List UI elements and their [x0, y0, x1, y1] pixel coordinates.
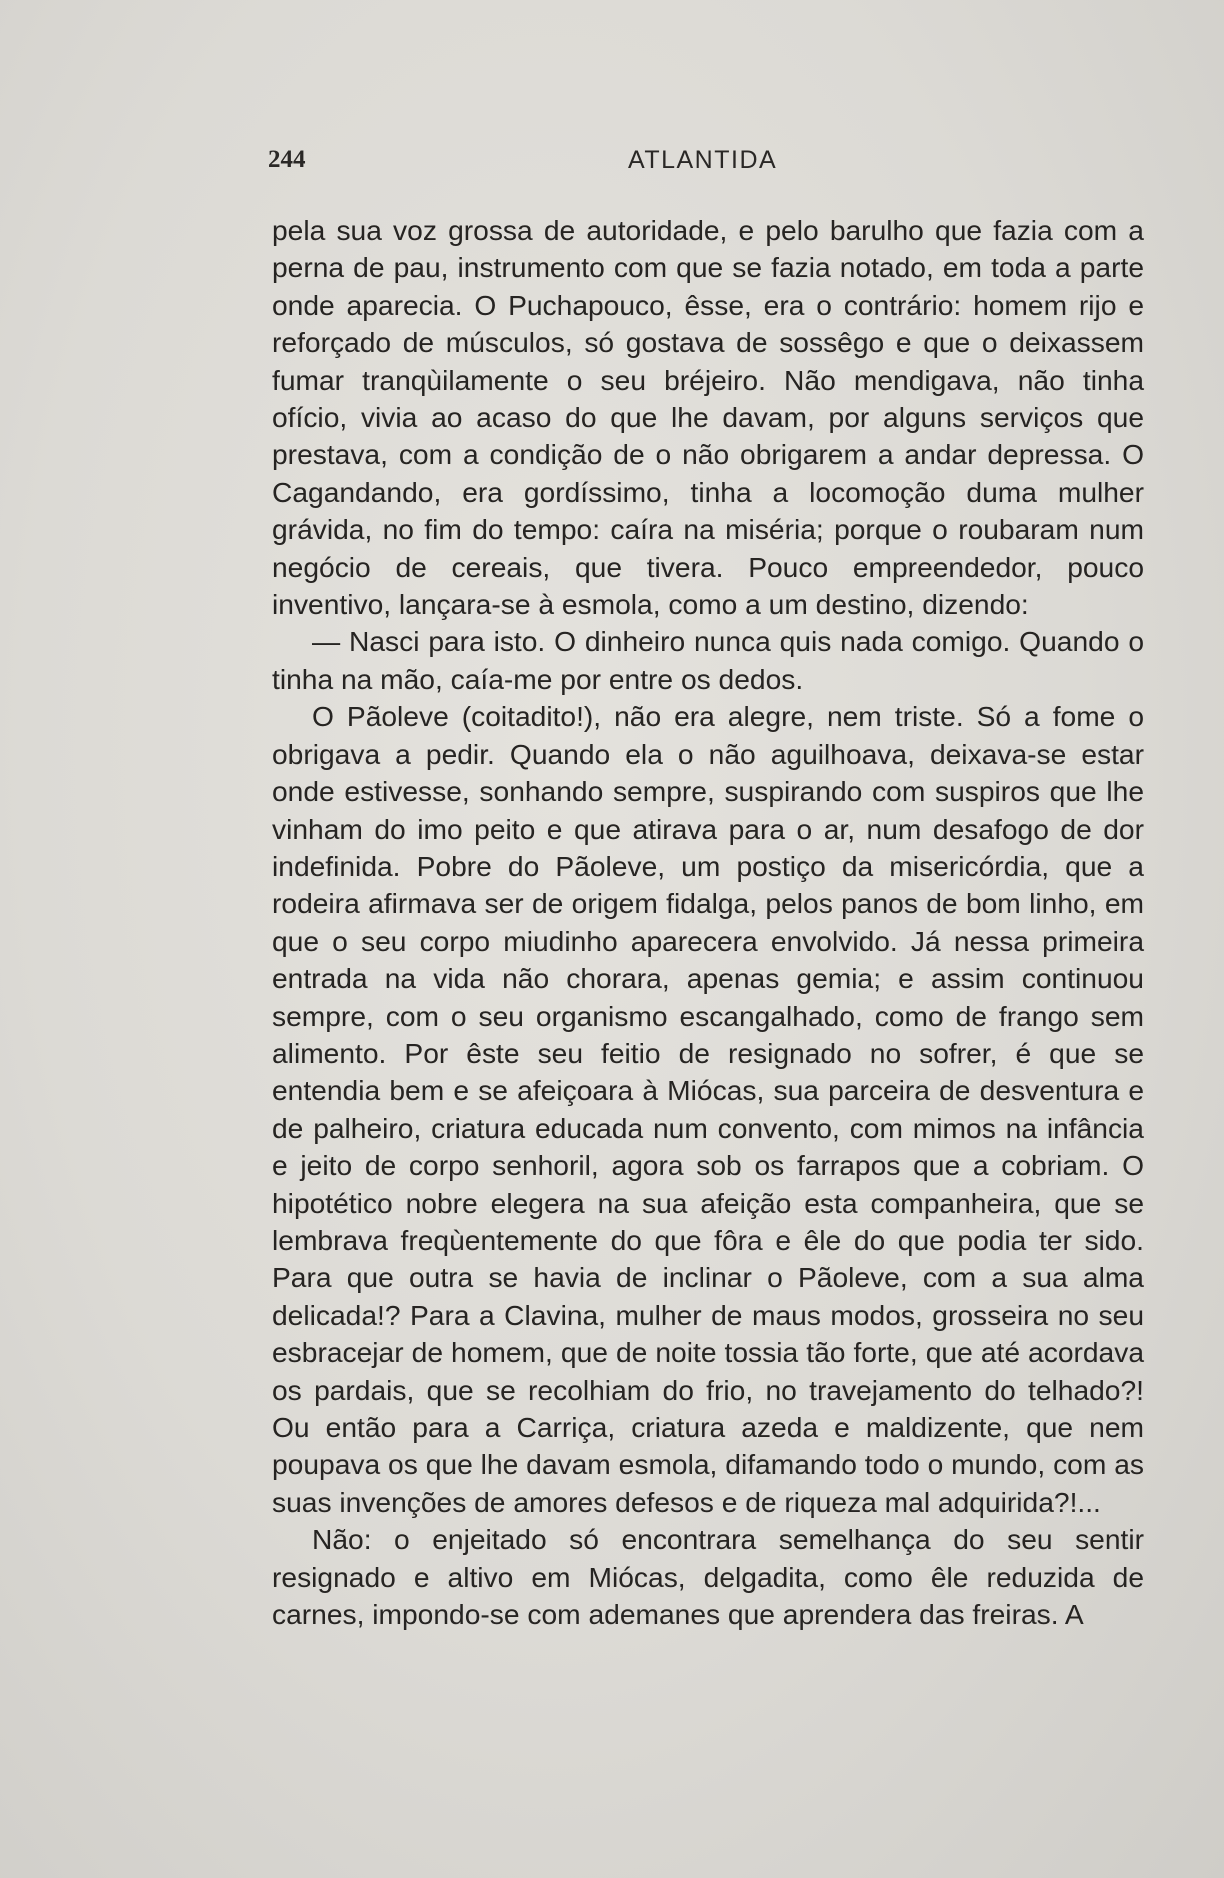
paragraph-continuation: pela sua voz grossa de autoridade, e pelo barulho que fazia com a perna de pau, instrumento com que se fazia notado, em toda a parte onde aparecia. O Puchapouco, êsse, era o contrário: homem rijo e reforçado de músculos, só gostava de sossêgo e que o deixassem fumar tranqùilamente o seu bréjeiro. Não mendigava, não tinha ofício, vivia ao acaso do que lhe davam, por alguns serviços que prestava, com a condição de o não obrigarem a andar depressa. O Cagandando, era gordíssimo, tinha a locomoção duma mulher grávida, no fim do tempo: caíra na miséria; porque o roubaram num negócio de cereais, que tivera. Pouco empreendedor, pouco inventivo, lançara-se à esmola, como a um destino, dizendo:: [272, 214, 1144, 621]
body-text: [272, 212, 1144, 1633]
paragraph-paoleve: O Pãoleve (coitadito!), não era alegre, nem triste. Só a fome o obrigava a pedir. Quando ela o não aguilhoava, deixava-se estar onde estivesse, sonhando sempre, suspirando com suspiros que lhe vinham do imo peito e que atirava para o ar, num desafogo de dor indefinida. Pobre do Pãoleve, um postiço da misericórdia, que a rodeira afirmava ser de origem fidalga, pelos panos de bom linho, em que o seu corpo miudinho aparecera envolvido. Já nessa primeira entrada na vida não chorara, apenas gemia; e assim continuou sempre, com o seu organismo escangalhado, como de frango sem alimento. Por êste seu feitio de resignado no sofrer, é que se entendia bem e se afeiçoara à Miócas, sua parceira de desventura e de palheiro, criatura educada num convento, com mimos na infância e jeito de corpo senhoril, agora sob os farrapos que a cobriam. O hipotético nobre elegera na sua afeição esta companheira, que se lembrava freqùentemente do que fôra e êle do que podia ter sido. Para que outra se havia de inclinar o Pãoleve, com a sua alma delicada!? Para a Clavina, mulher de maus modos, grosseira no seu esbracejar de homem, que de noite tossia tão forte, que até acordava os pardais, que se recolhiam do frio, no travejamento do telhado?! Ou então para a Carriça, criatura azeda e maldizente, que nem poupava os que lhe davam esmola, difamando todo o mundo, com as suas invenções de amores defesos e de riqueza mal adquirida?!...: [272, 700, 1144, 1518]
page-number: 244: [268, 146, 306, 173]
page-header: [268, 142, 1140, 182]
paragraph-dialogue: — Nasci para isto. O dinheiro nunca quis nada comigo. Quando o tinha na mão, caía-me por entre os dedos.: [272, 625, 1144, 695]
running-title: ATLANTIDA: [628, 146, 778, 174]
paragraph-enjeitado: Não: o enjeitado só encontrara semelhança do seu sentir resignado e altivo em Miócas, delgadita, como êle reduzida de carnes, impondo-se com ademanes que aprendera das freiras. A: [272, 1523, 1144, 1631]
